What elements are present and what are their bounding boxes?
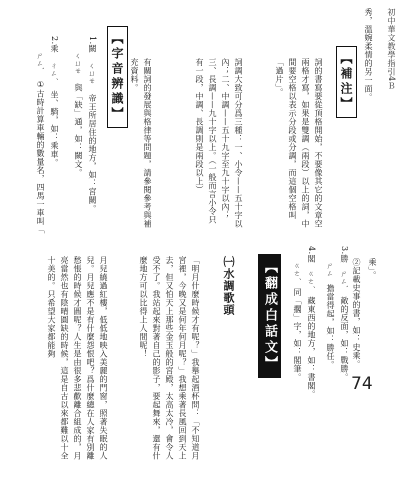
entry-definition: 同「擱」字，如：閣筆。 [293,288,302,382]
entry-character: 閣 [307,254,316,264]
entry-number: 2. [50,36,59,45]
entry-zhuyin: ㄕㄥ [326,262,334,277]
supplement-paragraph-2: 詞調大致可分爲三種：一、小令——五十字以內；二、中調——五十九字至九十字以內；三、長調——九十字以上。（一般而言小令只有一段，中調、長調則是兩段以上） [195,58,243,228]
supplement-heading: 【補注】 [336,46,357,118]
entry-number: 1. [88,36,97,45]
word-entry [351,258,362,369]
word-recognition-heading: 【字音辨識】 [107,26,128,128]
entry-number: 4. [307,246,316,255]
entry-definition: 敵的反面，如：戰勝。 [340,296,349,382]
book-header: 初中華文教學指引4Ｂ [387,8,396,91]
entry-character: 闕 [88,44,97,54]
entry-number: 3. [340,246,349,255]
entry-character: 乘 [50,44,59,54]
entry-definition: ①古時計算車輛的數量名，四馬一車叫「 [36,80,45,235]
translation-heading: 【翻成白話文】 [258,254,281,378]
entry-zhuyin: ㄑㄩㄝ [88,62,96,85]
page-number: 74 [351,374,373,394]
entry-zhuyin: ㄔㄥˊ [50,62,58,82]
continuation-line: 秀，溫婉柔情的另一面。 [364,8,373,102]
word-entry [324,262,336,369]
entry-definition: ②記載史事的書，如：史乘。 [352,258,361,369]
word-entry [86,36,98,213]
entry-definition: 坐、騎，如：乘車。 [50,90,59,167]
translation-paragraph-1: 「明月什麼時候才有呢？」我舉起酒杯問：「不知道月宮裡，今晚又是何年何月呢？」我想乘著長風回到天上去，但又怕天上那些金玉般的宮殿，太高太冷，會令人受不了。我站起來對著自己的影子，要起舞來，還有什麼地方可以比得上人間呢！ [139,256,200,460]
entry-definition: 帝王所居住的地方，如：宮闕。 [88,93,97,213]
entry-zhuyin: ㄍㄜˊ [293,262,301,281]
entry-zhuyin: ㄍㄜˊ [307,270,315,290]
translation-paragraph-2: 月兒繞過紅樓，低低地映入美麗的門窗，照著失眠的人兒。月兒應不是有什麼怨恨吧？爲什麼總在人家有別離愁悵的時候才圓呢？人生是由很多悲歡離合組成的，月亮當然也有陰晴圓缺的時候，這是自古以來都難以十全十美的。只希望大家都能夠 [47,256,108,460]
entry-definition: 擔當得起，如：勝任。 [326,284,335,370]
word-entry-continuation: 乘」。 [368,258,377,280]
poem-section-title: ㈠水調歌頭 [222,256,235,316]
word-entry [34,52,46,234]
entry-character: 勝 [340,254,349,264]
word-entry [72,52,84,177]
supplement-paragraph-3: 有關詞的發展與格律等問題，請參閱參考與補充資料。 [130,58,152,228]
entry-zhuyin: ㄕㄥˋ [36,52,44,71]
entry-definition: 與「缺」通，如：闕文。 [74,83,83,178]
supplement-paragraph-1: 詞的書寫要從頂格開始，不要像其它的文章空兩格才寫，如果是雙調（兩段）以上的詞，中間要空格以表示分段或分調，而這個空格叫「過片」。 [275,58,323,228]
word-entry [338,246,350,381]
word-entry [305,246,317,398]
entry-definition: 藏東西的地方，如：書閣。 [307,296,316,399]
entry-zhuyin: ㄕㄥˋ [340,270,348,290]
word-entry [48,36,60,167]
word-entry [291,262,303,382]
entry-zhuyin: ㄑㄩㄝ [74,52,82,75]
